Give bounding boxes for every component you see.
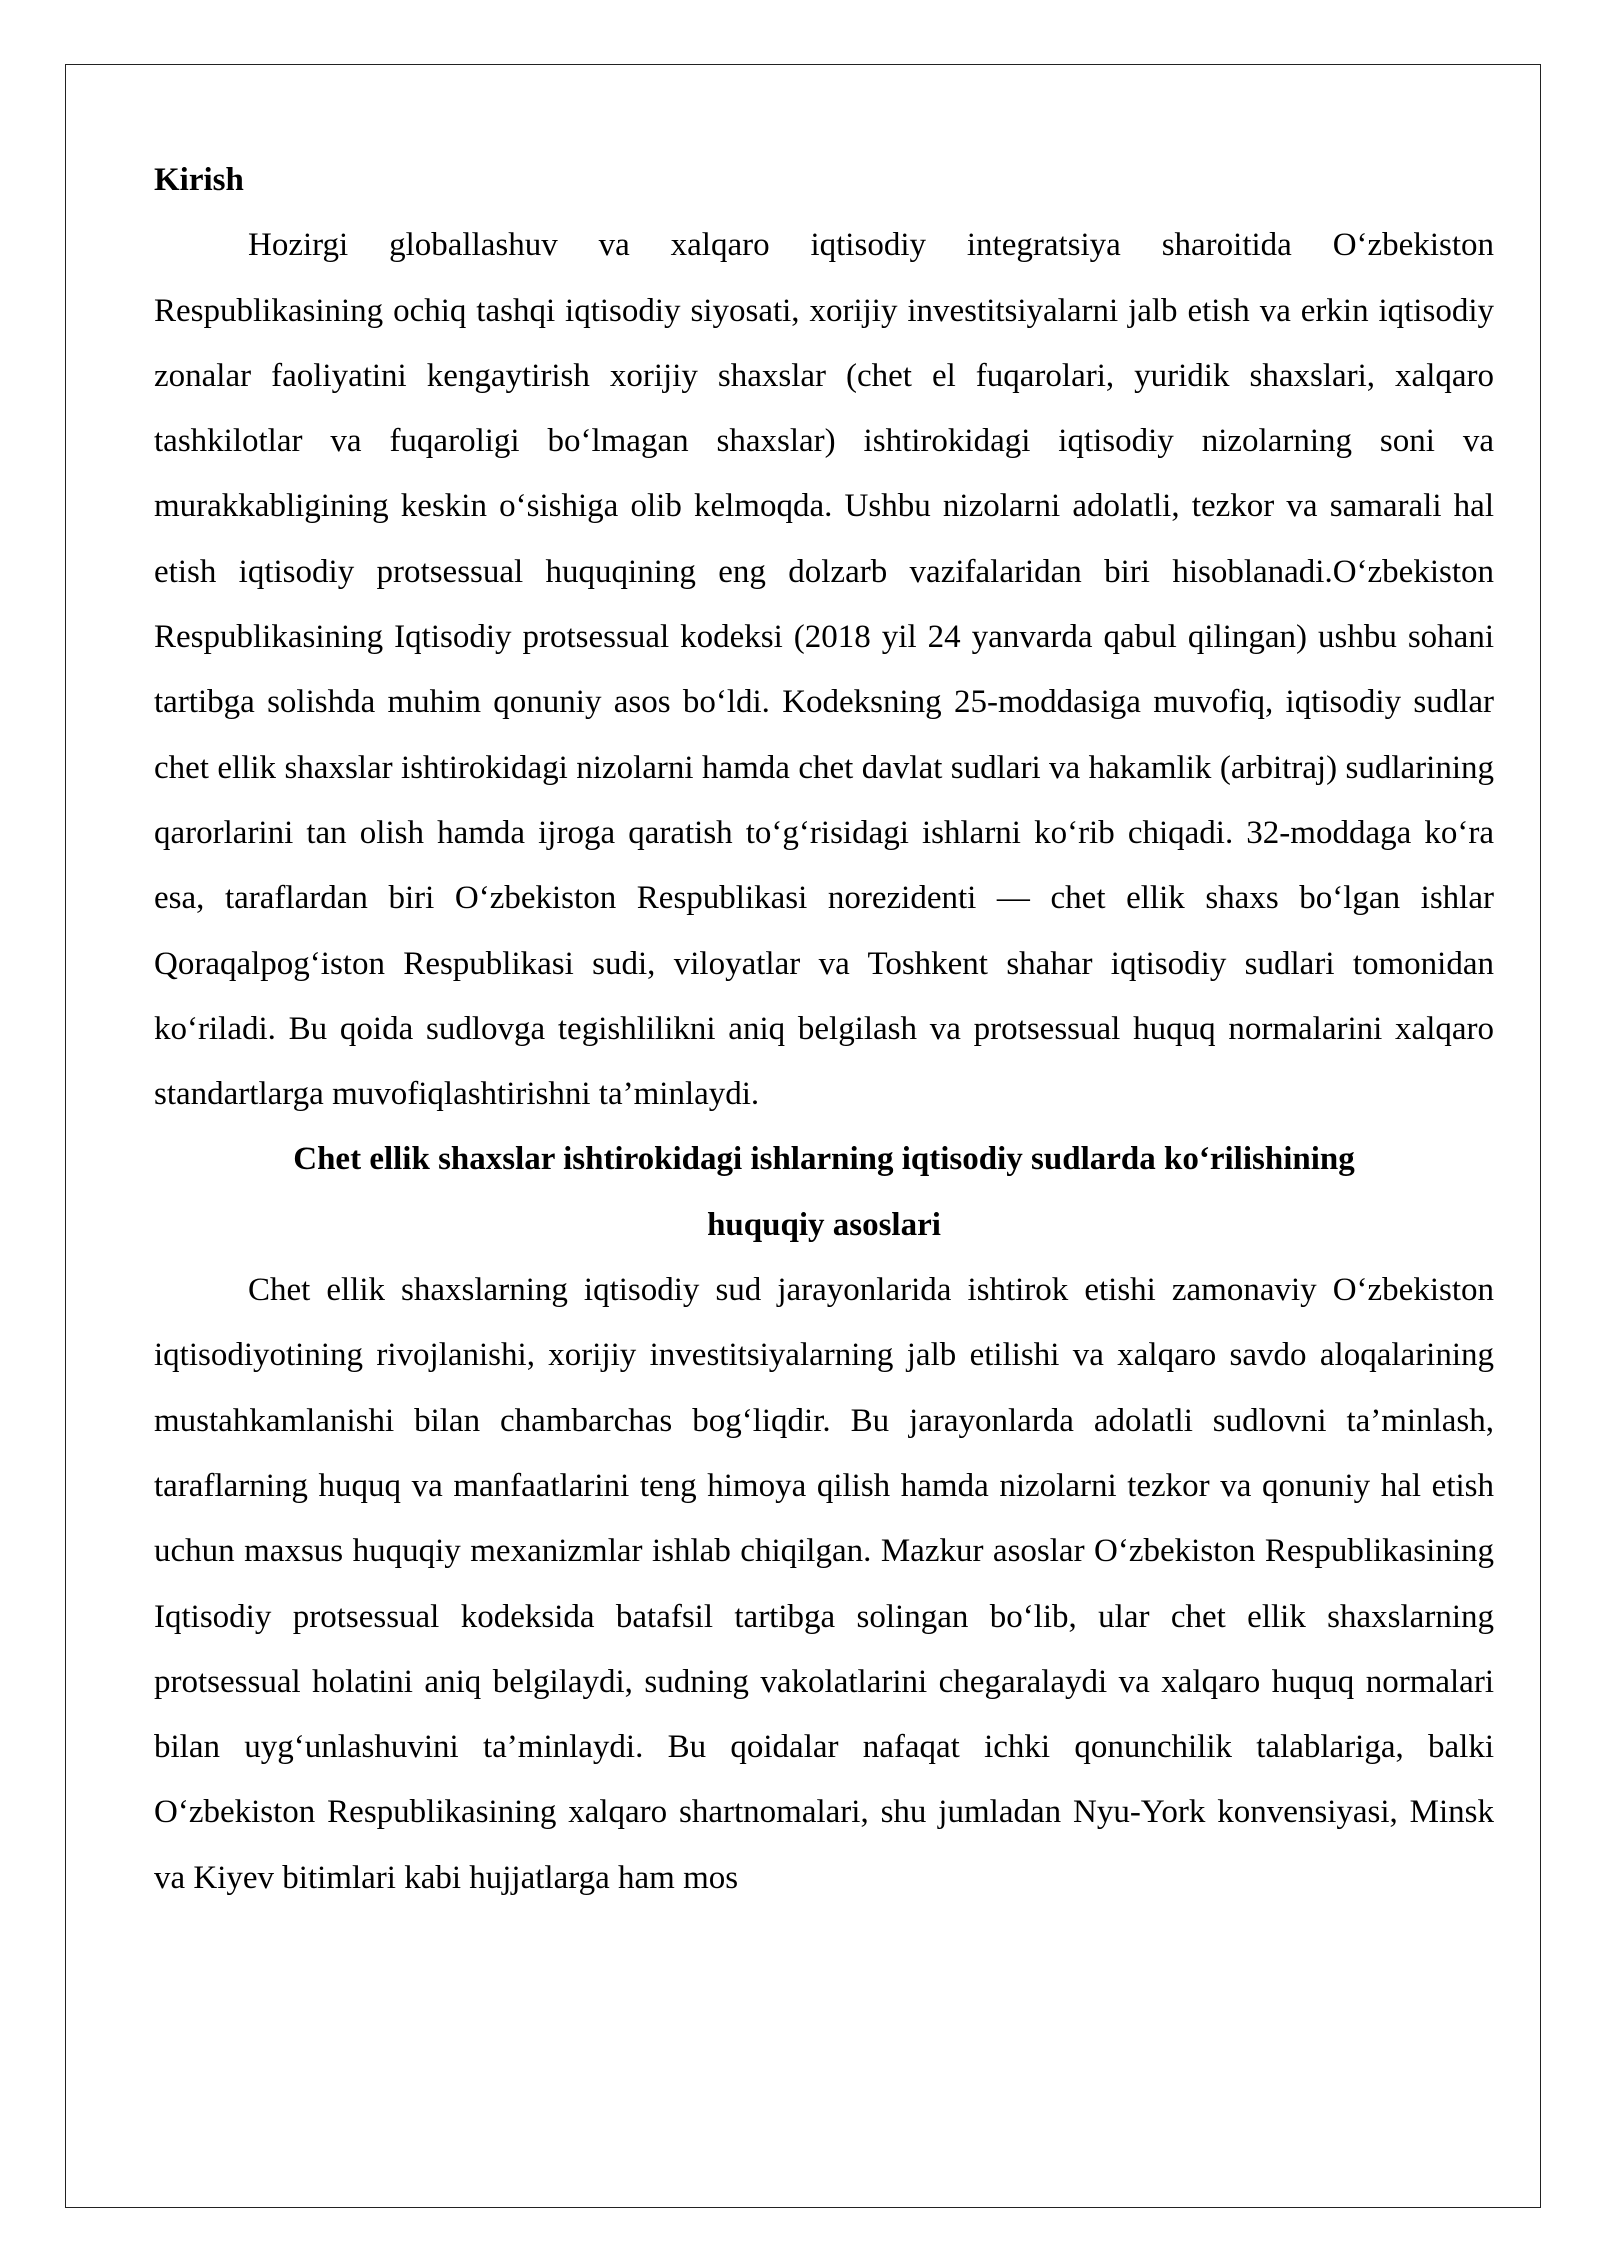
intro-paragraph: Hozirgi globallashuv va xalqaro iqtisodiy integratsiya sharoitida O‘zbekiston Respublikasining ochiq tashqi iqtisodiy siyosati, xorijiy investitsiyalarni jalb etish va erkin iqtisodiy zonalar faoliyatini kengaytirish xorijiy shaxslar (chet el fuqarolari, yuridik shaxslari, xalqaro tashkilotlar va fuqaroligi bo‘lmagan shaxslar) ishtirokidagi iqtisodiy nizolarning soni va murakkabligining keskin o‘sishiga olib kelmoqda. Ushbu nizolarni adolatli, tezkor va samarali hal etish iqtisodiy protsessual huquqining eng dolzarb vazifalaridan biri hisoblanadi.O‘zbekiston Respublikasining Iqtisodiy protsessual kodeksi (2018 yil 24 yanvarda qabul qilingan) ushbu sohani tartibga solishda muhim qonuniy asos bo‘ldi. Kodeksning 25-moddasiga muvofiq, iqtisodiy sudlar chet ellik shaxslar ishtirokidagi nizolarni hamda chet davlat sudlari va hakamlik (arbitraj) sudlarining qarorlarini tan olish hamda ijroga qaratish to‘g‘risidagi ishlarni ko‘rib chiqadi. 32-moddaga ko‘ra esa, taraflardan biri O‘zbekiston Respublikasi norezidenti — chet ellik shaxs bo‘lgan ishlar Qoraqalpog‘iston Respublikasi sudi, viloyatlar va Toshkent shahar iqtisodiy sudlari tomonidan ko‘riladi. Bu qoida sudlovga tegishlilikni aniq belgilash va protsessual huquq normalarini xalqaro standartlarga muvofiqlashtirishni ta’minlaydi. <box>154 227 1494 1113</box>
section-paragraph: Chet ellik shaxslarning iqtisodiy sud jarayonlarida ishtirok etishi zamonaviy O‘zbekiston iqtisodiyotining rivojlanishi, xorijiy investitsiyalarning jalb etilishi va xalqaro savdo aloqalarining mustahkamlanishi bilan chambarchas bog‘liqdir. Bu jarayonlarda adolatli sudlovni ta’minlash, taraflarning huquq va manfaatlarini teng himoya qilish hamda nizolarni tezkor va qonuniy hal etish uchun maxsus huquqiy mexanizmlar ishlab chiqilgan. Mazkur asoslar O‘zbekiston Respublikasining Iqtisodiy protsessual kodeksida batafsil tartibga solingan bo‘lib, ular chet ellik shaxslarning protsessual holatini aniq belgilaydi, sudning vakolatlarini chegaralaydi va xalqaro huquq normalari bilan uyg‘unlashuvini ta’minlaydi. Bu qoidalar nafaqat ichki qonunchilik talablariga, balki O‘zbekiston Respublikasining xalqaro shartnomalari, shu jumladan Nyu-York konvensiyasi, Minsk va Kiyev bitimlari kabi hujjatlarga ham mos <box>154 1272 1494 1896</box>
section-heading: Chet ellik shaxslar ishtirokidagi ishlarning iqtisodiy sudlarda ko‘rilishining huquqiy asoslari <box>293 1141 1355 1243</box>
document-body <box>154 148 1494 1911</box>
intro-heading: Kirish <box>154 162 244 198</box>
